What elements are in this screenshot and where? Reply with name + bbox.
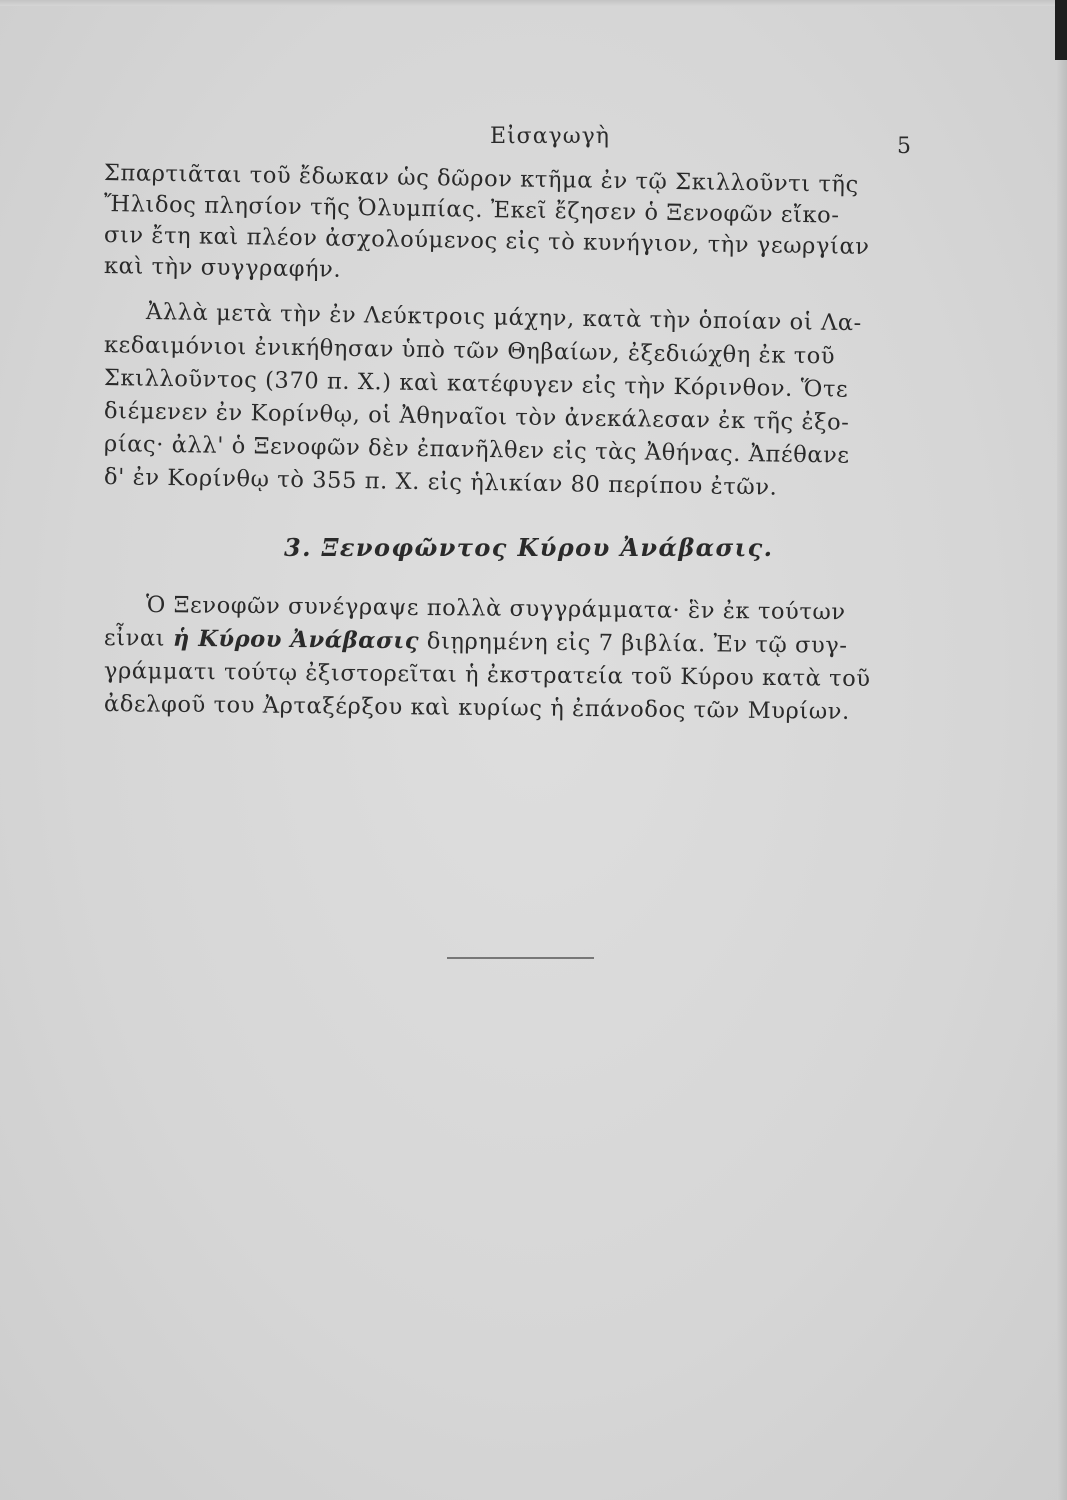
paragraph3-line-4: ἀδελφοῦ του Ἀρταξέρξου καὶ κυρίως ἡ ἐπάνοδος τῶν Μυρίων. — [103, 691, 850, 725]
paragraph3-line-3: γράμματι τούτῳ ἐξιστορεῖται ἡ ἐκστρατεία τοῦ Κύρου κατὰ τοῦ — [103, 658, 871, 693]
section-end-rule — [447, 957, 594, 959]
page-top-edge — [0, 0, 1055, 6]
paragraph3-line-2 — [104, 625, 848, 659]
paragraph3-line-2-end: διῃρημένη εἰς 7 βιβλία. Ἐν τῷ συγ- — [418, 628, 848, 659]
paragraph2-line-3: Σκιλλοῦντος (370 π. Χ.) καὶ κατέφυγεν εἰς τὴν Κόρινθον. Ὅτε — [103, 365, 849, 403]
paragraph2-line-6: δ' ἐν Κορίνθῳ τὸ 355 π. Χ. εἰς ἡλικίαν 80 περίπου ἐτῶν. — [103, 464, 778, 501]
work-title-bold: ἡ Κύρου Ἀνάβασις — [172, 625, 420, 655]
section-title: 3. Ξενοφῶντος Κύρου Ἀνάβασις. — [284, 533, 774, 562]
paragraph2-line-1: Ἀλλὰ μετὰ τὴν ἐν Λεύκτροις μάχην, κατὰ τὴν ὁποίαν οἱ Λα- — [145, 299, 863, 337]
page-number: 5 — [897, 134, 911, 159]
paragraph1-line-4: καὶ τὴν συγγραφήν. — [103, 253, 342, 283]
running-head: Εἰσαγωγὴ — [490, 124, 610, 149]
paragraph2-line-4: διέμενεν ἐν Κορίνθῳ, οἱ Ἀθηναῖοι τὸν ἀνεκάλεσαν ἐκ τῆς ἐξο- — [103, 398, 850, 436]
page-right-edge — [1057, 60, 1067, 1500]
paragraph3-line-2-start: εἶναι — [103, 625, 174, 652]
paragraph3-line-1: Ὁ Ξενοφῶν συνέγραψε πολλὰ συγγράμματα· ἓν ἐκ τούτων — [145, 592, 846, 626]
paragraph2-line-2: κεδαιμόνιοι ἐνικήθησαν ὑπὸ τῶν Θηβαίων, ἐξεδιώχθη ἐκ τοῦ — [103, 332, 836, 370]
paragraph1-line-2: Ἤλιδος πλησίον τῆς Ὀλυμπίας. Ἐκεῖ ἔζησεν ὁ Ξενοφῶν εἴκο- — [103, 191, 840, 229]
paragraph1-line-3: σιν ἔτη καὶ πλέον ἀσχολούμενος εἰς τὸ κυνήγιον, τὴν γεωργίαν — [103, 222, 870, 261]
paragraph1-line-1: Σπαρτιᾶται τοῦ ἔδωκαν ὡς δῶρον κτῆμα ἐν τῷ Σκιλλοῦντι τῆς — [103, 160, 859, 198]
paragraph2-line-5: ρίας· ἀλλ' ὁ Ξενοφῶν δὲν ἐπανῆλθεν εἰς τὰς Ἀθήνας. Ἀπέθανε — [103, 431, 850, 469]
page-corner-shadow — [1055, 0, 1067, 60]
